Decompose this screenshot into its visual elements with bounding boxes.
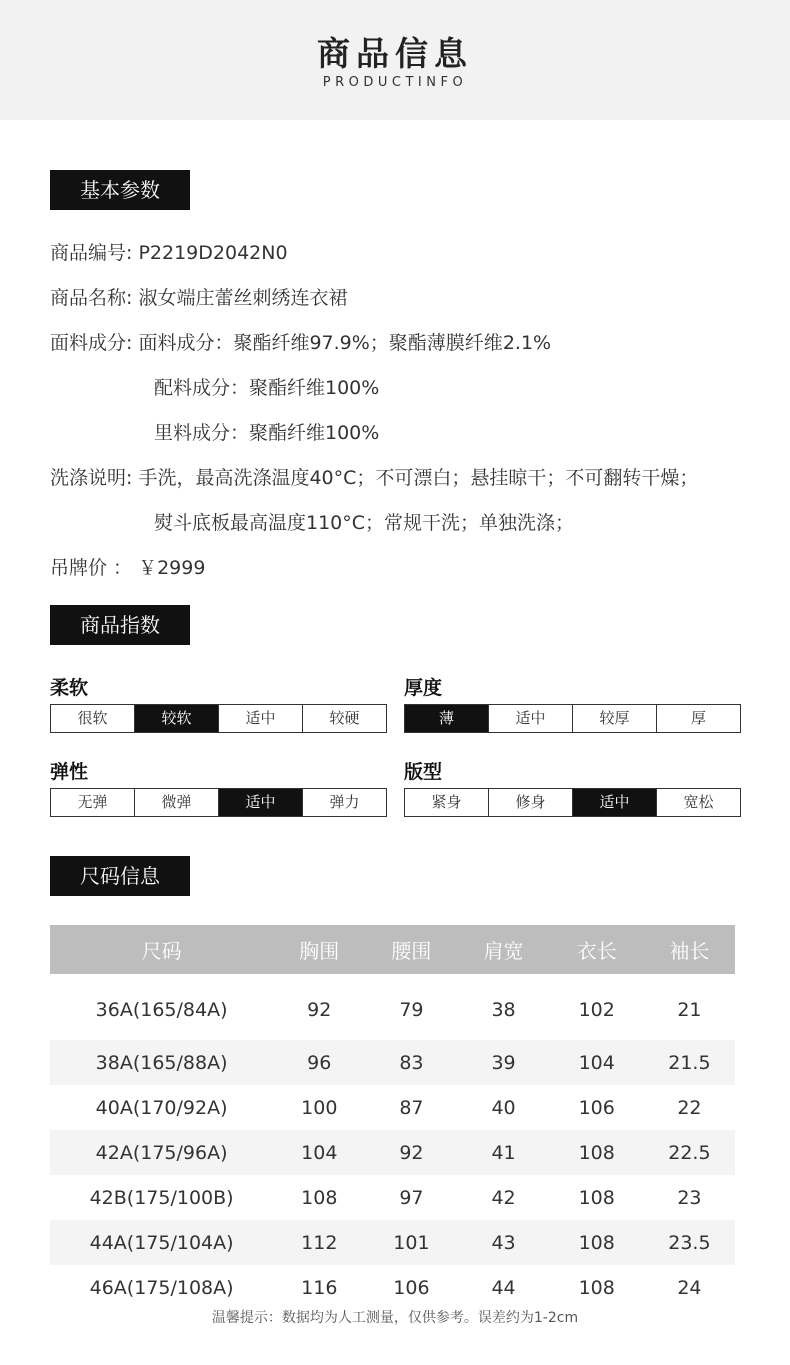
scale-option-selected: 适中 [219, 789, 303, 816]
page-subtitle: PRODUCTINFO [322, 75, 468, 90]
section-product-index: 商品指数 [50, 605, 190, 645]
measurement-note: 温馨提示：数据均为人工测量，仅供参考。误差约为1-2cm [211, 1310, 579, 1326]
table-cell: 92 [365, 1130, 457, 1175]
index-title-fit: 版型 [404, 761, 443, 783]
size-table-header-row [50, 925, 735, 974]
table-cell: 108 [550, 1130, 644, 1175]
table-cell: 101 [365, 1220, 457, 1265]
table-row [50, 1130, 735, 1175]
table-cell: 41 [457, 1130, 549, 1175]
table-cell: 92 [307, 999, 332, 1021]
scale-option: 很软 [51, 705, 135, 732]
scale-option: 弹力 [329, 793, 360, 811]
index-title-thickness: 厚度 [404, 677, 443, 699]
table-cell: 106 [393, 1276, 430, 1299]
scale-option-selected: 薄 [405, 705, 489, 732]
table-cell: 22 [677, 1096, 702, 1119]
table-cell: 79 [399, 999, 424, 1021]
table-cell: 104 [550, 1040, 644, 1085]
price-value: ￥2999 [138, 557, 206, 579]
page-title: 商品信息 [317, 34, 473, 73]
table-cell: 108 [578, 1276, 615, 1299]
table-cell: 104 [273, 1130, 365, 1175]
table-row [50, 1085, 735, 1130]
fabric-line: 面料成分：聚酯纤维97.9%；聚酯薄膜纤维2.1% [138, 332, 552, 354]
table-cell: 42B(175/100B) [89, 1186, 234, 1209]
table-cell: 42 [491, 1186, 516, 1209]
product-name-label: 商品名称: [50, 287, 133, 309]
softness-scale [50, 704, 387, 733]
price-label: 吊牌价 ： [50, 557, 133, 579]
fabric-line: 配料成分：聚酯纤维100% [154, 377, 380, 399]
column-header: 肩宽 [457, 925, 549, 974]
scale-option: 无弹 [51, 789, 135, 816]
table-row [50, 974, 735, 1040]
product-name-value: 淑女端庄蕾丝刺绣连衣裙 [138, 287, 348, 309]
table-cell: 96 [273, 1040, 365, 1085]
table-cell: 102 [578, 999, 615, 1021]
table-cell: 23.5 [644, 1220, 735, 1265]
scale-option: 宽松 [683, 793, 714, 811]
table-cell: 21 [677, 999, 702, 1021]
wash-row [50, 463, 698, 490]
column-header: 腰围 [365, 925, 457, 974]
scale-option: 较硬 [329, 709, 360, 727]
table-cell: 116 [301, 1276, 338, 1299]
column-header: 尺码 [50, 925, 273, 974]
table-cell: 44 [491, 1276, 516, 1299]
table-row [50, 1040, 735, 1085]
scale-option: 适中 [489, 705, 573, 732]
table-cell: 38 [491, 999, 516, 1021]
table-cell: 22.5 [644, 1130, 735, 1175]
column-header: 袖长 [644, 925, 735, 974]
table-cell: 97 [399, 1186, 424, 1209]
index-title-softness: 柔软 [50, 677, 89, 699]
index-title-elasticity: 弹性 [50, 761, 89, 783]
price-row [50, 553, 205, 580]
table-cell: 38A(165/88A) [50, 1040, 273, 1085]
table-cell: 43 [457, 1220, 549, 1265]
table-cell: 108 [578, 1186, 615, 1209]
section-basic-params: 基本参数 [50, 170, 190, 210]
scale-option: 微弹 [135, 789, 219, 816]
size-table [50, 925, 735, 1310]
column-header: 衣长 [550, 925, 644, 974]
table-cell: 39 [457, 1040, 549, 1085]
table-cell: 21.5 [644, 1040, 735, 1085]
column-header: 胸围 [273, 925, 365, 974]
thickness-scale [404, 704, 741, 733]
elasticity-scale [50, 788, 387, 817]
product-name-row [50, 283, 347, 310]
table-cell: 44A(175/104A) [50, 1220, 273, 1265]
wash-line: 熨斗底板最高温度110°C；常规干洗；单独洗涤； [154, 512, 575, 534]
product-code-label: 商品编号: [50, 242, 133, 264]
table-row [50, 1175, 735, 1220]
section-size-info: 尺码信息 [50, 856, 190, 896]
table-cell: 23 [677, 1186, 702, 1209]
scale-option-selected: 较软 [135, 705, 219, 732]
table-row [50, 1220, 735, 1265]
table-cell: 108 [301, 1186, 338, 1209]
product-code-row [50, 238, 288, 265]
table-cell: 24 [677, 1276, 702, 1299]
table-cell: 83 [365, 1040, 457, 1085]
fabric-row [50, 328, 551, 355]
table-cell: 112 [273, 1220, 365, 1265]
table-cell: 46A(175/108A) [89, 1276, 234, 1299]
product-code-value: P2219D2042N0 [138, 242, 288, 264]
scale-option: 厚 [690, 709, 706, 727]
table-cell: 42A(175/96A) [50, 1130, 273, 1175]
page-header [0, 0, 790, 120]
table-cell: 106 [578, 1096, 615, 1119]
wash-line: 手洗，最高洗涤温度40°C；不可漂白；悬挂晾干；不可翻转干燥； [138, 467, 699, 489]
table-cell: 40 [491, 1096, 516, 1119]
table-cell: 36A(165/84A) [95, 999, 228, 1021]
table-cell: 40A(170/92A) [95, 1096, 228, 1119]
scale-option: 适中 [219, 705, 303, 732]
table-cell: 87 [399, 1096, 424, 1119]
table-cell: 108 [550, 1220, 644, 1265]
fabric-line: 里料成分：聚酯纤维100% [154, 422, 380, 444]
table-cell: 100 [301, 1096, 338, 1119]
wash-label: 洗涤说明: [50, 467, 133, 489]
scale-option: 较厚 [573, 705, 657, 732]
fabric-label: 面料成分: [50, 332, 133, 354]
scale-option: 紧身 [405, 789, 489, 816]
scale-option-selected: 适中 [573, 789, 657, 816]
table-row [50, 1265, 735, 1310]
scale-option: 修身 [489, 789, 573, 816]
fit-scale [404, 788, 741, 817]
